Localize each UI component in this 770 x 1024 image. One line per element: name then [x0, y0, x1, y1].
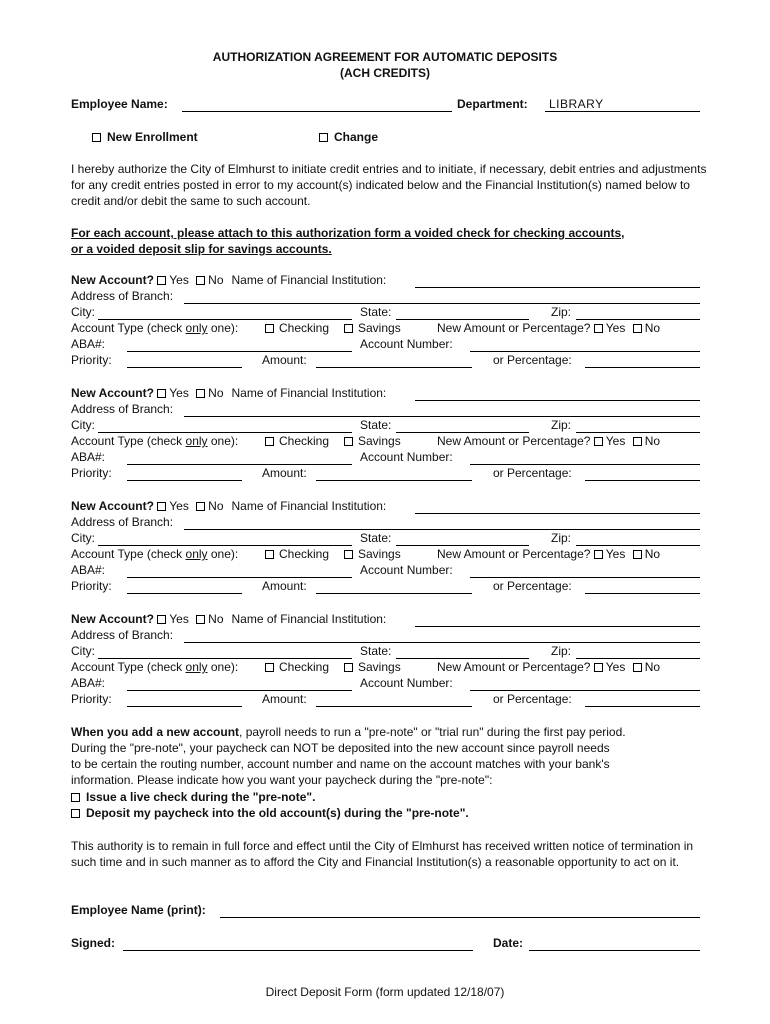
new-amount-row [437, 434, 660, 448]
state-field[interactable] [396, 432, 529, 433]
date-field[interactable] [529, 950, 700, 951]
zip-label: Zip: [551, 305, 572, 319]
city-field[interactable] [98, 432, 352, 433]
new-account-no-checkbox[interactable] [196, 615, 205, 624]
percentage-field[interactable] [585, 480, 700, 481]
employee-print-label: Employee Name (print): [71, 903, 206, 917]
date-label: Date: [493, 936, 524, 950]
branch-field[interactable] [184, 303, 700, 304]
zip-label: Zip: [551, 644, 572, 658]
percentage-label: or Percentage: [493, 692, 572, 706]
aba-label: ABA#: [71, 676, 106, 690]
new-account-label: New Account? [71, 612, 154, 626]
account-number-field[interactable] [470, 464, 700, 465]
branch-label: Address of Branch: [71, 402, 174, 416]
amount-field[interactable] [316, 706, 472, 707]
zip-field[interactable] [576, 319, 700, 320]
account-type-label [71, 660, 238, 674]
new-amount-yes-checkbox[interactable] [594, 437, 603, 446]
new-account-label: New Account? [71, 499, 154, 513]
old-account-label: Deposit my paycheck into the old account(s) during the "pre-note". [86, 806, 469, 820]
city-label: City: [71, 305, 95, 319]
institution-field[interactable] [415, 513, 700, 514]
checking-label: Checking [279, 434, 330, 448]
savings-label: Savings [358, 434, 401, 448]
savings-label: Savings [358, 660, 401, 674]
account-type-pre: Account Type (check [71, 321, 186, 335]
yes-label: Yes [605, 547, 626, 561]
checking-option[interactable] [265, 547, 329, 561]
aba-field[interactable] [127, 577, 352, 578]
no-label: No [208, 273, 224, 287]
city-field[interactable] [98, 658, 352, 659]
amount-label: Amount: [262, 692, 307, 706]
new-amount-label: New Amount or Percentage? [437, 434, 591, 448]
authorization-paragraph: I hereby authorize the City of Elmhurst to initiate credit entries and to initiate, if necessary, debit entries and adjustments for any credit entries posted in error to my account(s) indicated below and the Financial Institution(s) named below to credit and/or debit the same to such account. [71, 162, 707, 208]
new-account-row [71, 499, 386, 513]
state-label: State: [360, 418, 392, 432]
aba-label: ABA#: [71, 450, 106, 464]
priority-field[interactable] [127, 480, 242, 481]
new-amount-label: New Amount or Percentage? [437, 547, 591, 561]
institution-label: Name of Financial Institution: [231, 273, 387, 287]
aba-field[interactable] [127, 690, 352, 691]
department-field[interactable] [545, 111, 700, 112]
new-amount-no-checkbox[interactable] [633, 550, 642, 559]
new-amount-no-checkbox[interactable] [633, 437, 642, 446]
old-account-option[interactable] [71, 806, 469, 820]
amount-label: Amount: [262, 579, 307, 593]
state-label: State: [360, 305, 392, 319]
zip-field[interactable] [576, 432, 700, 433]
new-account-label: New Account? [71, 386, 154, 400]
savings-option[interactable] [344, 547, 401, 561]
branch-field[interactable] [184, 416, 700, 417]
new-amount-yes-checkbox[interactable] [594, 550, 603, 559]
no-label: No [208, 499, 224, 513]
employee-name-label: Employee Name: [71, 97, 168, 111]
account-type-post: one): [207, 660, 239, 674]
yes-label: Yes [169, 612, 189, 626]
checking-label: Checking [279, 547, 330, 561]
branch-field[interactable] [184, 529, 700, 530]
state-label: State: [360, 531, 392, 545]
account-type-post: one): [207, 547, 239, 561]
no-label: No [208, 386, 224, 400]
checking-checkbox[interactable] [265, 324, 274, 333]
priority-label: Priority: [71, 579, 112, 593]
priority-field[interactable] [127, 367, 242, 368]
savings-checkbox[interactable] [344, 437, 353, 446]
checking-checkbox[interactable] [265, 550, 274, 559]
department-label: Department: [457, 97, 528, 111]
new-amount-label: New Amount or Percentage? [437, 321, 591, 335]
instruction-line-2: or a voided deposit slip for savings accounts. [71, 242, 332, 256]
prenote-bold: When you add a new account [71, 725, 240, 739]
no-label: No [208, 612, 224, 626]
new-account-label: New Account? [71, 273, 154, 287]
priority-label: Priority: [71, 466, 112, 480]
account-type-only: only [185, 547, 208, 561]
new-enrollment-label: New Enrollment [107, 130, 198, 144]
state-field[interactable] [396, 658, 529, 659]
percentage-label: or Percentage: [493, 353, 572, 367]
prenote-line-1 [71, 725, 626, 739]
new-account-yes-checkbox[interactable] [157, 276, 166, 285]
new-account-no-checkbox[interactable] [196, 389, 205, 398]
account-number-field[interactable] [470, 351, 700, 352]
account-type-post: one): [207, 434, 239, 448]
account-number-label: Account Number: [360, 563, 453, 577]
percentage-field[interactable] [585, 367, 700, 368]
state-field[interactable] [396, 319, 529, 320]
department-value[interactable]: LIBRARY [549, 97, 604, 111]
new-account-row [71, 273, 386, 287]
account-type-pre: Account Type (check [71, 660, 186, 674]
yes-label: Yes [605, 434, 626, 448]
checking-checkbox[interactable] [265, 437, 274, 446]
new-account-row [71, 612, 386, 626]
account-number-label: Account Number: [360, 676, 453, 690]
new-account-yes-checkbox[interactable] [157, 615, 166, 624]
priority-field[interactable] [127, 706, 242, 707]
no-label: No [644, 434, 661, 448]
checking-option[interactable] [265, 434, 329, 448]
new-amount-yes-checkbox[interactable] [594, 324, 603, 333]
employee-name-field[interactable] [182, 111, 452, 112]
prenote-line-4: information. Please indicate how you want your paycheck during the "pre-note": [71, 773, 493, 787]
change-option[interactable] [319, 130, 378, 144]
new-account-row [71, 386, 386, 400]
account-number-label: Account Number: [360, 450, 453, 464]
yes-label: Yes [169, 386, 189, 400]
city-label: City: [71, 531, 95, 545]
state-label: State: [360, 644, 392, 658]
signed-label: Signed: [71, 936, 115, 950]
priority-field[interactable] [127, 593, 242, 594]
new-account-yes-checkbox[interactable] [157, 502, 166, 511]
checking-label: Checking [279, 321, 330, 335]
new-amount-row [437, 660, 660, 674]
employee-print-field[interactable] [220, 917, 700, 918]
branch-label: Address of Branch: [71, 289, 174, 303]
percentage-field[interactable] [585, 706, 700, 707]
institution-label: Name of Financial Institution: [231, 499, 387, 513]
live-check-option[interactable] [71, 790, 315, 804]
signature-field[interactable] [123, 950, 473, 951]
yes-label: Yes [169, 499, 189, 513]
city-field[interactable] [98, 319, 352, 320]
account-number-field[interactable] [470, 577, 700, 578]
new-amount-yes-checkbox[interactable] [594, 663, 603, 672]
yes-label: Yes [169, 273, 189, 287]
checking-checkbox[interactable] [265, 663, 274, 672]
prenote-line-1-rest: , payroll needs to run a "pre-note" or "trial run" during the first pay period. [239, 725, 626, 739]
aba-field[interactable] [127, 351, 352, 352]
account-type-post: one): [207, 321, 239, 335]
percentage-field[interactable] [585, 593, 700, 594]
branch-field[interactable] [184, 642, 700, 643]
form-subtitle: (ACH CREDITS) [340, 66, 430, 80]
checking-option[interactable] [265, 660, 329, 674]
zip-field[interactable] [576, 545, 700, 546]
live-check-checkbox[interactable] [71, 793, 80, 802]
branch-label: Address of Branch: [71, 628, 174, 642]
priority-label: Priority: [71, 692, 112, 706]
zip-field[interactable] [576, 658, 700, 659]
percentage-label: or Percentage: [493, 579, 572, 593]
account-type-label [71, 434, 238, 448]
city-label: City: [71, 644, 95, 658]
yes-label: Yes [605, 321, 626, 335]
new-amount-label: New Amount or Percentage? [437, 660, 591, 674]
amount-label: Amount: [262, 353, 307, 367]
no-label: No [644, 547, 661, 561]
new-amount-row [437, 321, 660, 335]
new-account-no-checkbox[interactable] [196, 502, 205, 511]
branch-label: Address of Branch: [71, 515, 174, 529]
new-enrollment-checkbox[interactable] [92, 133, 101, 142]
zip-label: Zip: [551, 418, 572, 432]
savings-option[interactable] [344, 660, 401, 674]
amount-field[interactable] [316, 480, 472, 481]
zip-label: Zip: [551, 531, 572, 545]
account-type-pre: Account Type (check [71, 434, 186, 448]
yes-label: Yes [605, 660, 626, 674]
state-field[interactable] [396, 545, 529, 546]
account-type-only: only [185, 321, 208, 335]
city-field[interactable] [98, 545, 352, 546]
amount-label: Amount: [262, 466, 307, 480]
new-amount-row [437, 547, 660, 561]
account-number-field[interactable] [470, 690, 700, 691]
account-type-label [71, 547, 238, 561]
institution-field[interactable] [415, 287, 700, 288]
authority-paragraph: This authority is to remain in full force and effect until the City of Elmhurst has received written notice of termination in such time and in such manner as to afford the City and Financial Institution(s) a reasonable opportunity to act on it. [71, 839, 694, 869]
account-type-only: only [185, 434, 208, 448]
aba-label: ABA#: [71, 563, 106, 577]
prenote-line-3: to be certain the routing number, account number and name on the account matches with your bank's [71, 757, 610, 771]
change-checkbox[interactable] [319, 133, 328, 142]
institution-label: Name of Financial Institution: [231, 612, 387, 626]
new-enrollment-option[interactable] [92, 130, 198, 144]
checking-option[interactable] [265, 321, 329, 335]
account-type-only: only [185, 660, 208, 674]
new-amount-no-checkbox[interactable] [633, 324, 642, 333]
savings-label: Savings [358, 321, 401, 335]
instruction-line-1: For each account, please attach to this authorization form a voided check for checking accounts, [71, 226, 625, 240]
old-account-checkbox[interactable] [71, 809, 80, 818]
priority-label: Priority: [71, 353, 112, 367]
amount-field[interactable] [316, 367, 472, 368]
savings-option[interactable] [344, 434, 401, 448]
savings-checkbox[interactable] [344, 550, 353, 559]
savings-checkbox[interactable] [344, 663, 353, 672]
percentage-label: or Percentage: [493, 466, 572, 480]
savings-option[interactable] [344, 321, 401, 335]
live-check-label: Issue a live check during the "pre-note". [86, 790, 316, 804]
aba-field[interactable] [127, 464, 352, 465]
change-label: Change [334, 130, 379, 144]
footer: Direct Deposit Form (form updated 12/18/07) [265, 985, 505, 999]
institution-field[interactable] [415, 400, 700, 401]
no-label: No [644, 660, 661, 674]
amount-field[interactable] [316, 593, 472, 594]
new-account-no-checkbox[interactable] [196, 276, 205, 285]
new-account-yes-checkbox[interactable] [157, 389, 166, 398]
city-label: City: [71, 418, 95, 432]
institution-label: Name of Financial Institution: [231, 386, 387, 400]
new-amount-no-checkbox[interactable] [633, 663, 642, 672]
savings-checkbox[interactable] [344, 324, 353, 333]
aba-label: ABA#: [71, 337, 106, 351]
prenote-line-2: During the "pre-note", your paycheck can NOT be deposited into the new account since payroll needs [71, 741, 610, 755]
form-title: AUTHORIZATION AGREEMENT FOR AUTOMATIC DEPOSITS [212, 50, 558, 64]
no-label: No [644, 321, 661, 335]
savings-label: Savings [358, 547, 401, 561]
account-type-pre: Account Type (check [71, 547, 186, 561]
checking-label: Checking [279, 660, 330, 674]
account-number-label: Account Number: [360, 337, 453, 351]
account-type-label [71, 321, 238, 335]
institution-field[interactable] [415, 626, 700, 627]
